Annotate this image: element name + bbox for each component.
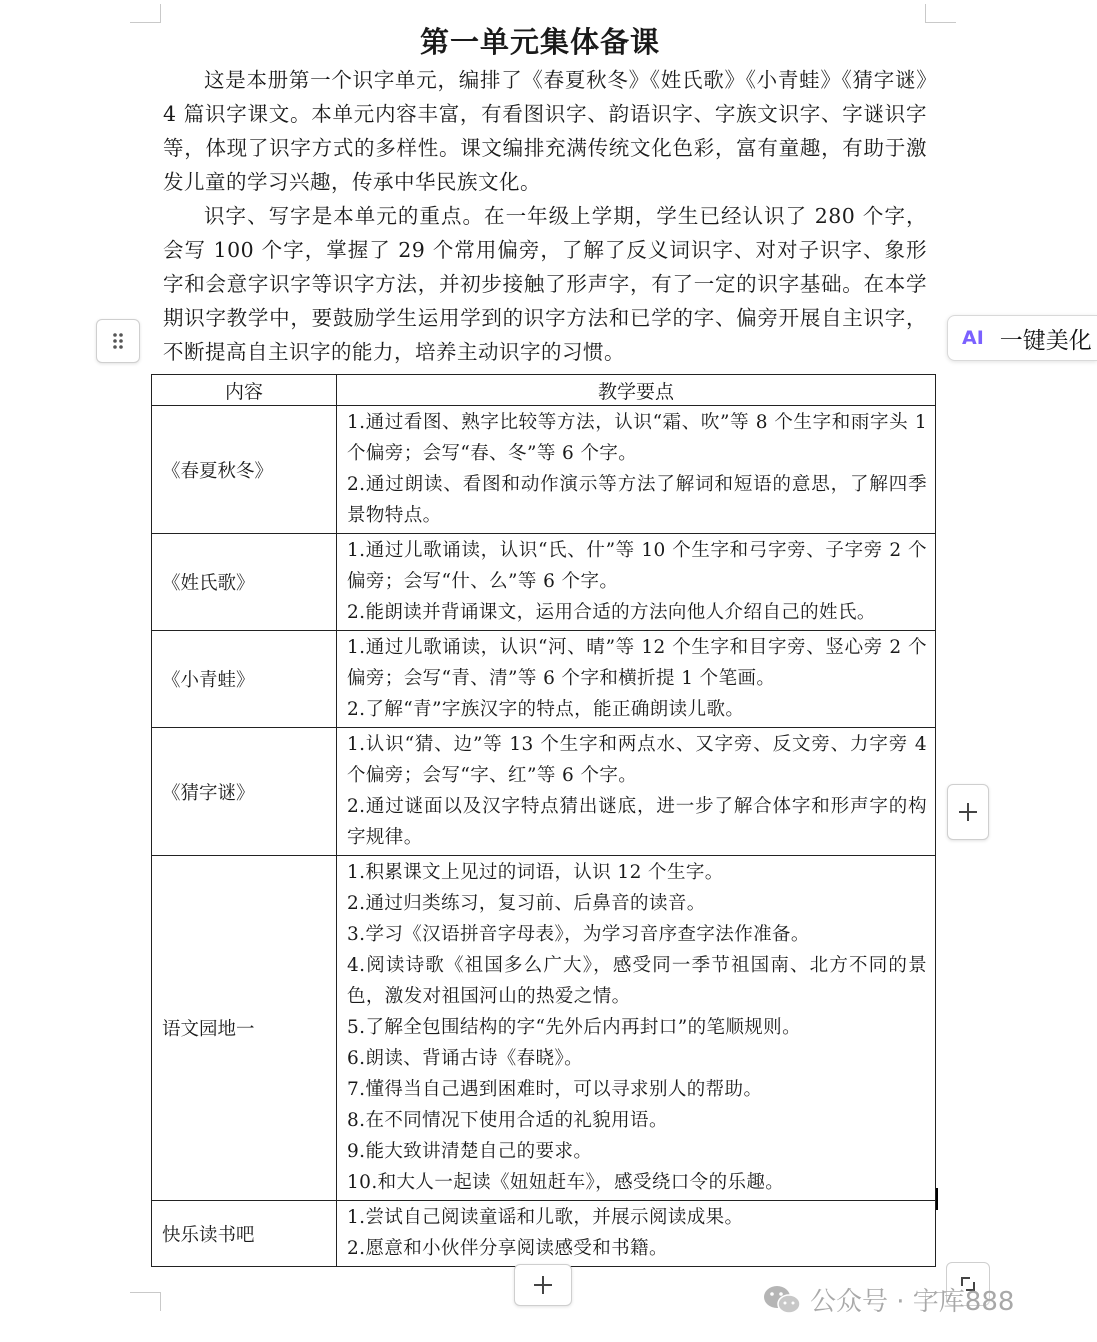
teaching-point: 1.尝试自己阅读童谣和儿歌，并展示阅读成果。 [347, 1207, 744, 1228]
document-title[interactable]: 第一单元集体备课 [419, 25, 660, 59]
header-teaching-points[interactable]: 教学要点 [337, 375, 936, 406]
teaching-point: 1.通过儿歌诵读，认识“氏、什”等 10 个生字和弓字旁、子字旁 2 个偏旁；会写“什、么”等 6 个字。 [347, 540, 927, 592]
table-row [152, 728, 936, 856]
teaching-point: 8.在不同情况下使用合适的礼貌用语。 [347, 1110, 668, 1131]
intro-paragraph-2[interactable]: 识字、写字是本单元的重点。在一年级上学期，学生已经认识了 280 个字，会写 100 个字，掌握了 29 个常用偏旁，了解了反义词识字、对对子识字、象形字和会意字识字等识字方法，并初步接触了形声字，有了一定的识字基础。在本学期识字教学中，要鼓励学生运用学到的识字方法和已学的字、偏旁开展自主识字，不断提高自主识字的能力，培养主动识字的习惯。 [163, 204, 927, 364]
intro-section [163, 63, 927, 369]
teaching-point: 6.朗读、背诵古诗《春晓》。 [347, 1048, 584, 1069]
ai-beautify-label: 一键美化 [999, 327, 1092, 354]
content-cell[interactable]: 快乐读书吧 [152, 1201, 337, 1267]
content-cell[interactable]: 《猜字谜》 [152, 728, 337, 856]
plus-icon [532, 1274, 554, 1296]
teaching-point: 7.懂得当自己遇到困难时，可以寻求别人的帮助。 [347, 1079, 763, 1100]
content-cell[interactable]: 《姓氏歌》 [152, 534, 337, 631]
plus-icon [957, 801, 979, 823]
block-drag-handle[interactable] [96, 319, 140, 363]
teaching-point: 2.通过归类练习，复习前、后鼻音的读音。 [347, 893, 706, 914]
watermark-text: 公众号 · 字库888 [810, 1287, 1015, 1317]
teaching-point: 2.能朗读并背诵课文，运用合适的方法向他人介绍自己的姓氏。 [347, 602, 876, 623]
ai-beautify-button[interactable] [947, 315, 1097, 361]
teaching-point: 1.通过看图、熟字比较等方法，认识“霜、吹”等 8 个生字和雨字头 1 个偏旁；会写“春、冬”等 6 个字。 [347, 412, 927, 464]
content-cell[interactable]: 语文园地一 [152, 856, 337, 1201]
teaching-point: 3.学习《汉语拼音字母表》，为学习音序查字法作准备。 [347, 924, 810, 945]
add-row-button[interactable] [514, 1264, 572, 1306]
points-cell[interactable] [337, 856, 936, 1201]
table-row [152, 631, 936, 728]
teaching-point: 5.了解全包围结构的字“先外后内再封口”的笔顺规则。 [347, 1017, 801, 1038]
teaching-point: 2.愿意和小伙伴分享阅读感受和书籍。 [347, 1238, 668, 1259]
points-cell[interactable] [337, 631, 936, 728]
wechat-icon [762, 1284, 802, 1316]
teaching-point: 4.阅读诗歌《祖国多么广大》，感受同一季节祖国南、北方不同的景色，激发对祖国河山的热爱之情。 [347, 955, 927, 1007]
add-column-button[interactable] [947, 784, 989, 840]
teaching-point: 10.和大人一起读《妞妞赶车》，感受绕口令的乐趣。 [347, 1172, 785, 1193]
intro-paragraph-1[interactable]: 这是本册第一个识字单元，编排了《春夏秋冬》《姓氏歌》《小青蛙》《猜字谜》4 篇识字课文。本单元内容丰富，有看图识字、韵语识字、字族文识字、字谜识字等，体现了识字方式的多样性。课文编排充满传统文化色彩，富有童趣，有助于激发儿童的学习兴趣，传承中华民族文化。 [163, 68, 927, 194]
table-row [152, 856, 936, 1201]
teaching-point: 1.认识“猜、边”等 13 个生字和两点水、又字旁、反文旁、力字旁 4 个偏旁；会写“字、红”等 6 个字。 [347, 734, 927, 786]
teaching-point: 2.通过朗读、看图和动作演示等方法了解词和短语的意思，了解四季景物特点。 [347, 474, 927, 526]
teaching-point: 9.能大致讲清楚自己的要求。 [347, 1141, 593, 1162]
table-row [152, 1201, 936, 1267]
teaching-point: 2.了解“青”字族汉字的特点，能正确朗读儿歌。 [347, 699, 745, 720]
ai-badge-icon: AI [962, 327, 984, 349]
points-cell[interactable] [337, 728, 936, 856]
content-cell[interactable]: 《春夏秋冬》 [152, 406, 337, 534]
crop-mark-bottom-left [130, 1292, 161, 1311]
table-row [152, 406, 936, 534]
text-cursor [936, 1188, 938, 1210]
header-content[interactable]: 内容 [152, 375, 337, 406]
teaching-plan-table [151, 374, 936, 1267]
table-row [152, 534, 936, 631]
points-cell[interactable] [337, 406, 936, 534]
content-cell[interactable]: 《小青蛙》 [152, 631, 337, 728]
teaching-point: 1.积累课文上见过的词语，认识 12 个生字。 [347, 862, 724, 883]
teaching-point: 1.通过儿歌诵读，认识“河、晴”等 12 个生字和目字旁、竖心旁 2 个偏旁；会写“青、清”等 6 个字和横折提 1 个笔画。 [347, 637, 927, 689]
table-header-row [152, 375, 936, 406]
watermark [762, 1281, 1014, 1318]
points-cell[interactable] [337, 1201, 936, 1267]
teaching-point: 2.通过谜面以及汉字特点猜出谜底，进一步了解合体字和形声字的构字规律。 [347, 796, 927, 848]
points-cell[interactable] [337, 534, 936, 631]
grip-dots-icon [111, 331, 125, 351]
